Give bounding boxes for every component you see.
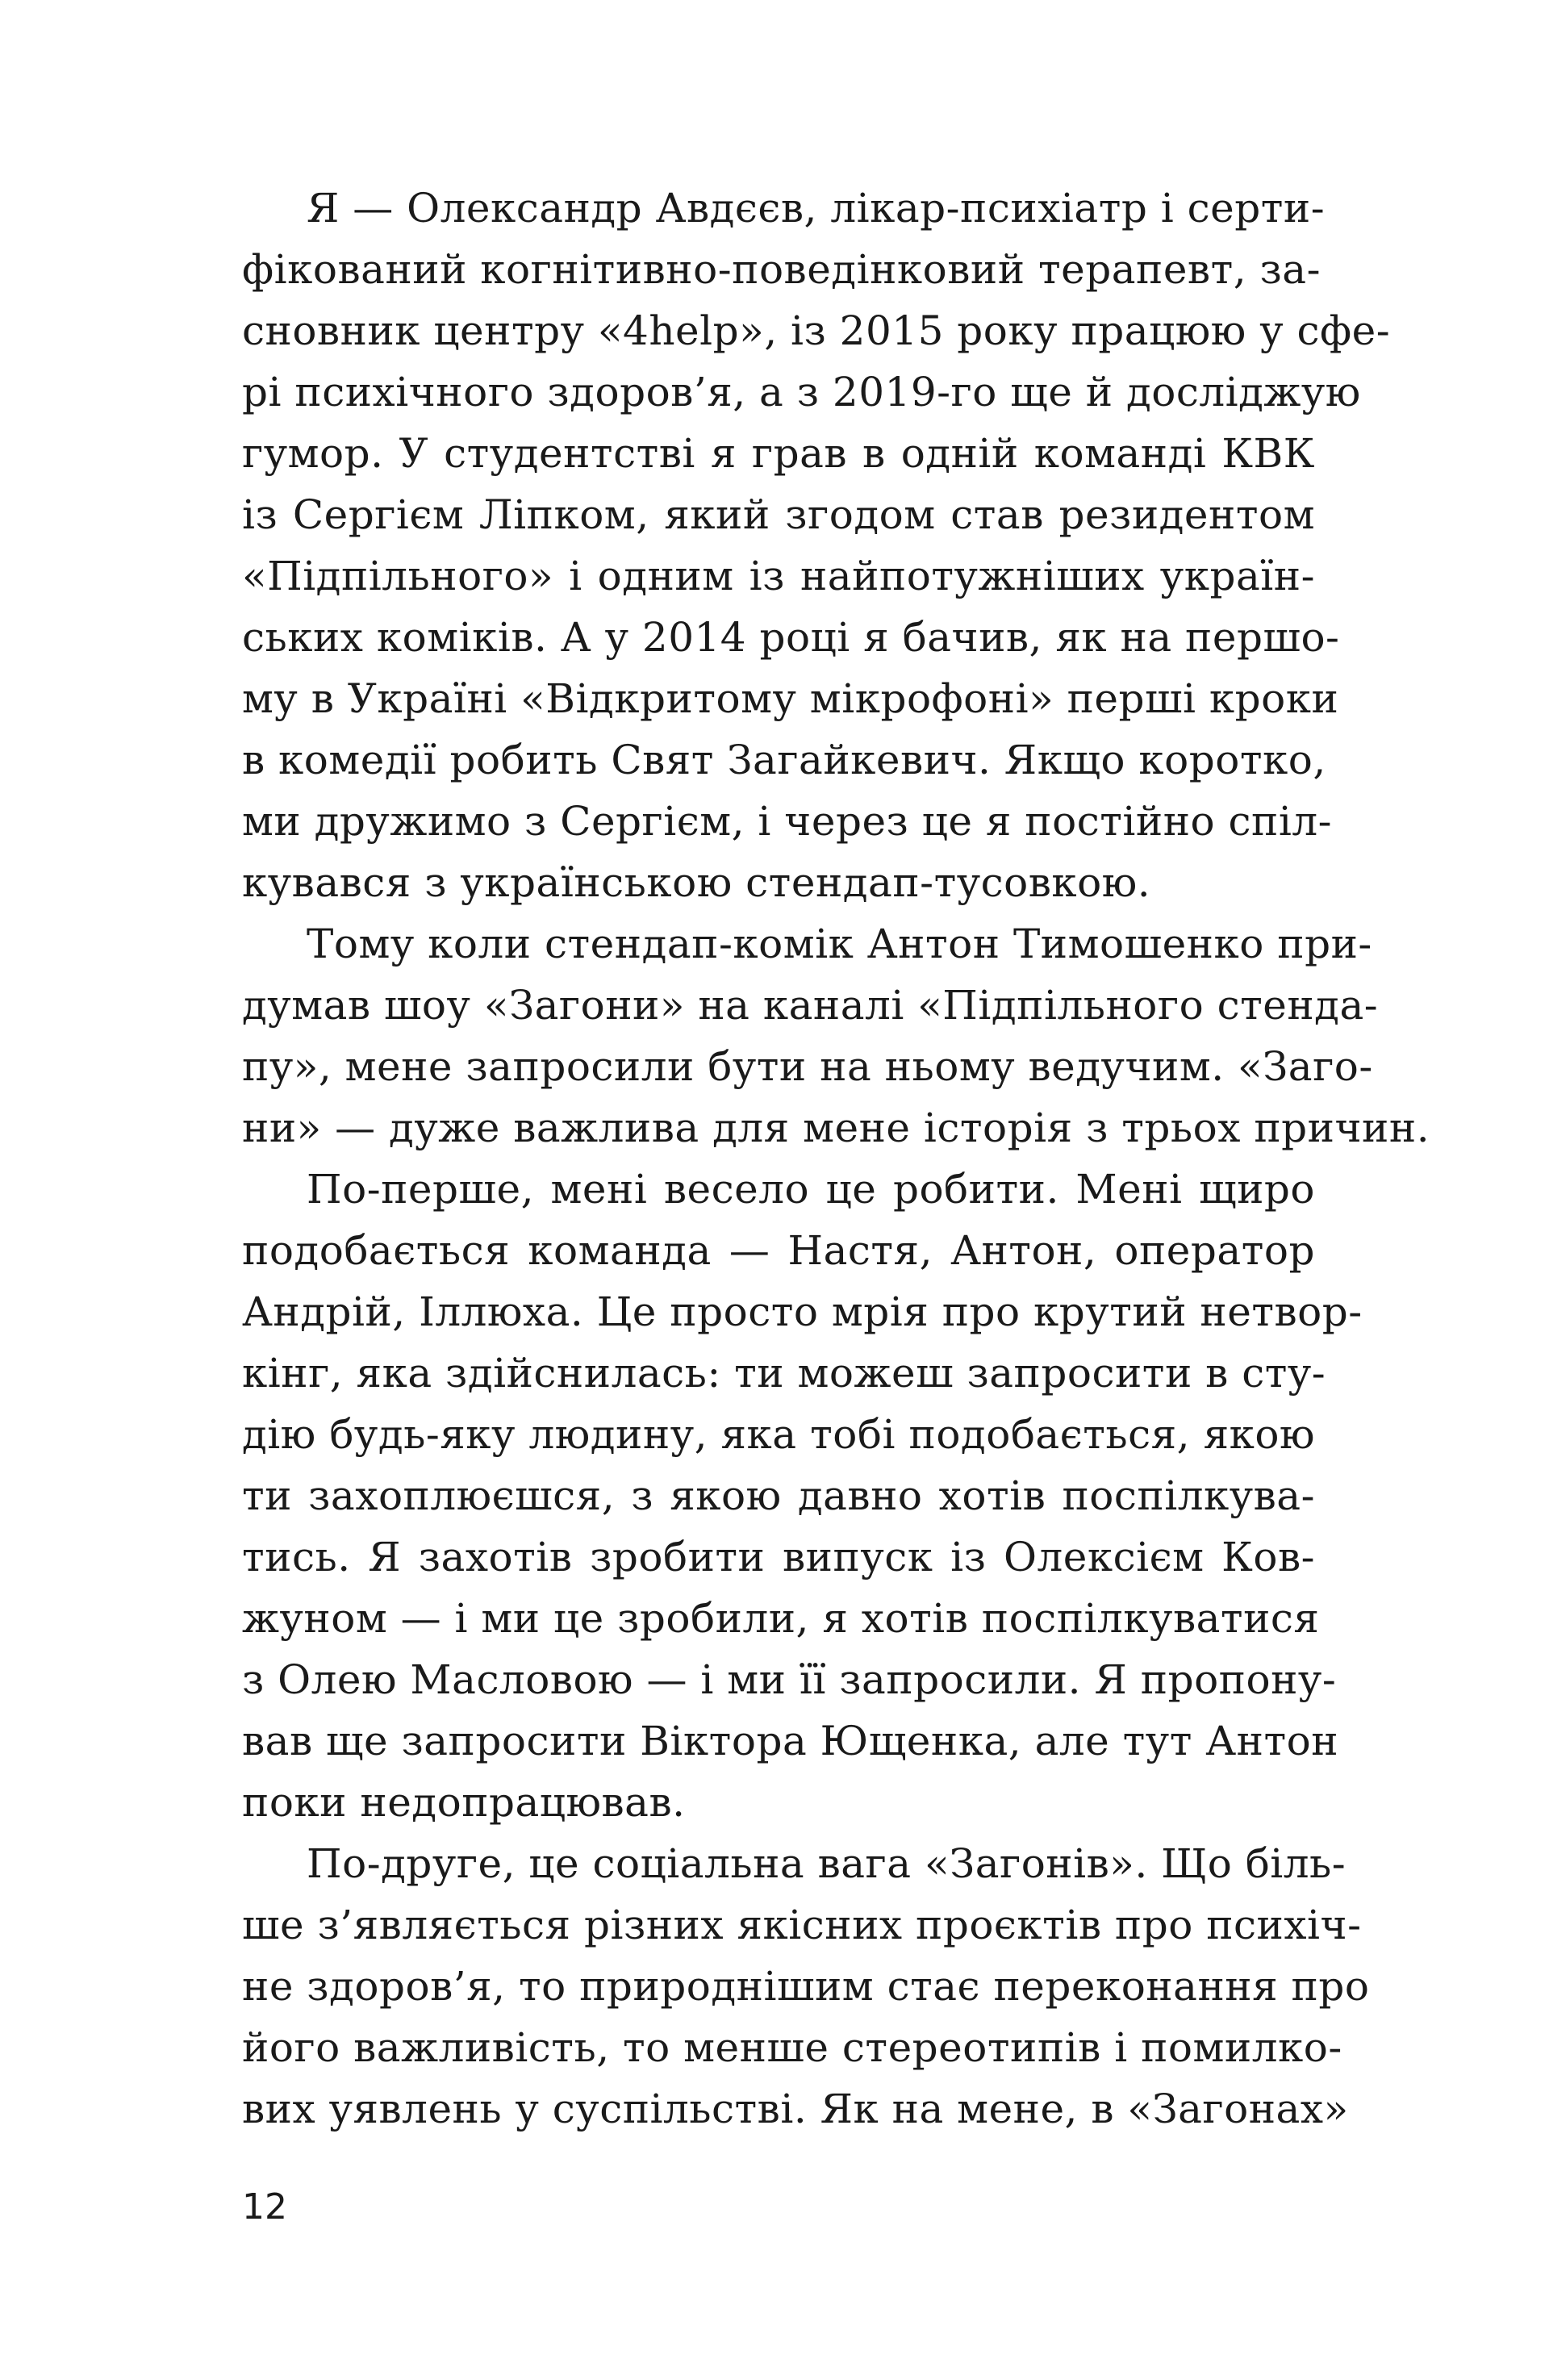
text-line: рі психічного здоров’я, а з 2019-го ще й досліджую xyxy=(242,369,1361,415)
body-text xyxy=(242,177,1430,2140)
text-line: подобається команда — Настя, Антон, оператор xyxy=(242,1227,1315,1274)
text-line: жуном — і ми це зробили, я хотів поспілкуватися xyxy=(242,1595,1320,1642)
text-line: Андрій, Іллюха. Це просто мрія про крутий нетвор- xyxy=(242,1288,1363,1335)
text-line: фікований когнітивно-поведінковий терапевт, за- xyxy=(242,246,1321,293)
text-line: му в Україні «Відкритому мікрофоні» перші кроки xyxy=(242,675,1339,722)
text-line: ти захоплюєшся, з якою давно хотів поспілкува- xyxy=(242,1472,1315,1519)
text-line: не здоров’я, то природнішим стає переконання про xyxy=(242,1963,1370,2010)
text-line: із Сергієм Ліпком, який згодом став резидентом xyxy=(242,491,1315,538)
text-line: вих уявлень у суспільстві. Як на мене, в «Загонах» xyxy=(242,2086,1349,2132)
text-line: з Олею Масловою — і ми її запросили. Я пропону- xyxy=(242,1656,1337,1703)
text-line: кувався з українською стендап-тусовкою. xyxy=(242,859,1151,906)
text-line: його важливість, то менше стереотипів і помилко- xyxy=(242,2024,1342,2071)
page-number: 12 xyxy=(242,2186,287,2228)
text-line: гумор. У студентстві я грав в одній команді КВК xyxy=(242,430,1315,477)
text-line: Тому коли стендап-комік Антон Тимошенко при- xyxy=(307,921,1372,967)
text-line: в комедії робить Свят Загайкевич. Якщо коротко, xyxy=(242,737,1326,783)
text-line: ських коміків. А у 2014 році я бачив, як на першо- xyxy=(242,614,1340,661)
text-line: думав шоу «Загони» на каналі «Підпільного стенда- xyxy=(242,982,1379,1029)
text-line: Я — Олександр Авдєєв, лікар-психіатр і серти- xyxy=(307,185,1326,232)
text-line: дію будь-яку людину, яка тобі подобається, якою xyxy=(242,1411,1315,1458)
text-line: По-перше, мені весело це робити. Мені щиро xyxy=(307,1166,1315,1213)
text-line: По-друге, це соціальна вага «Загонів». Що біль- xyxy=(307,1840,1347,1887)
text-line: ше з’являється різних якісних проєктів про психіч- xyxy=(242,1902,1362,1948)
text-line: тись. Я захотів зробити випуск із Олексієм Ков- xyxy=(242,1534,1315,1580)
text-line: ми дружимо з Сергієм, і через це я постійно спіл- xyxy=(242,798,1332,845)
text-line: пу», мене запросили бути на ньому ведучим. «Заго- xyxy=(242,1043,1373,1090)
text-line: ни» — дуже важлива для мене історія з трьох причин. xyxy=(242,1104,1430,1151)
text-line: поки недопрацював. xyxy=(242,1779,686,1826)
text-line: кінг, яка здійснилась: ти можеш запросити в сту- xyxy=(242,1350,1326,1397)
text-line: вав ще запросити Віктора Ющенка, але тут Антон xyxy=(242,1718,1339,1764)
text-line: сновник центру «4help», із 2015 року працюю у сфе- xyxy=(242,307,1391,354)
text-line: «Підпільного» і одним із найпотужніших україн- xyxy=(242,553,1315,599)
